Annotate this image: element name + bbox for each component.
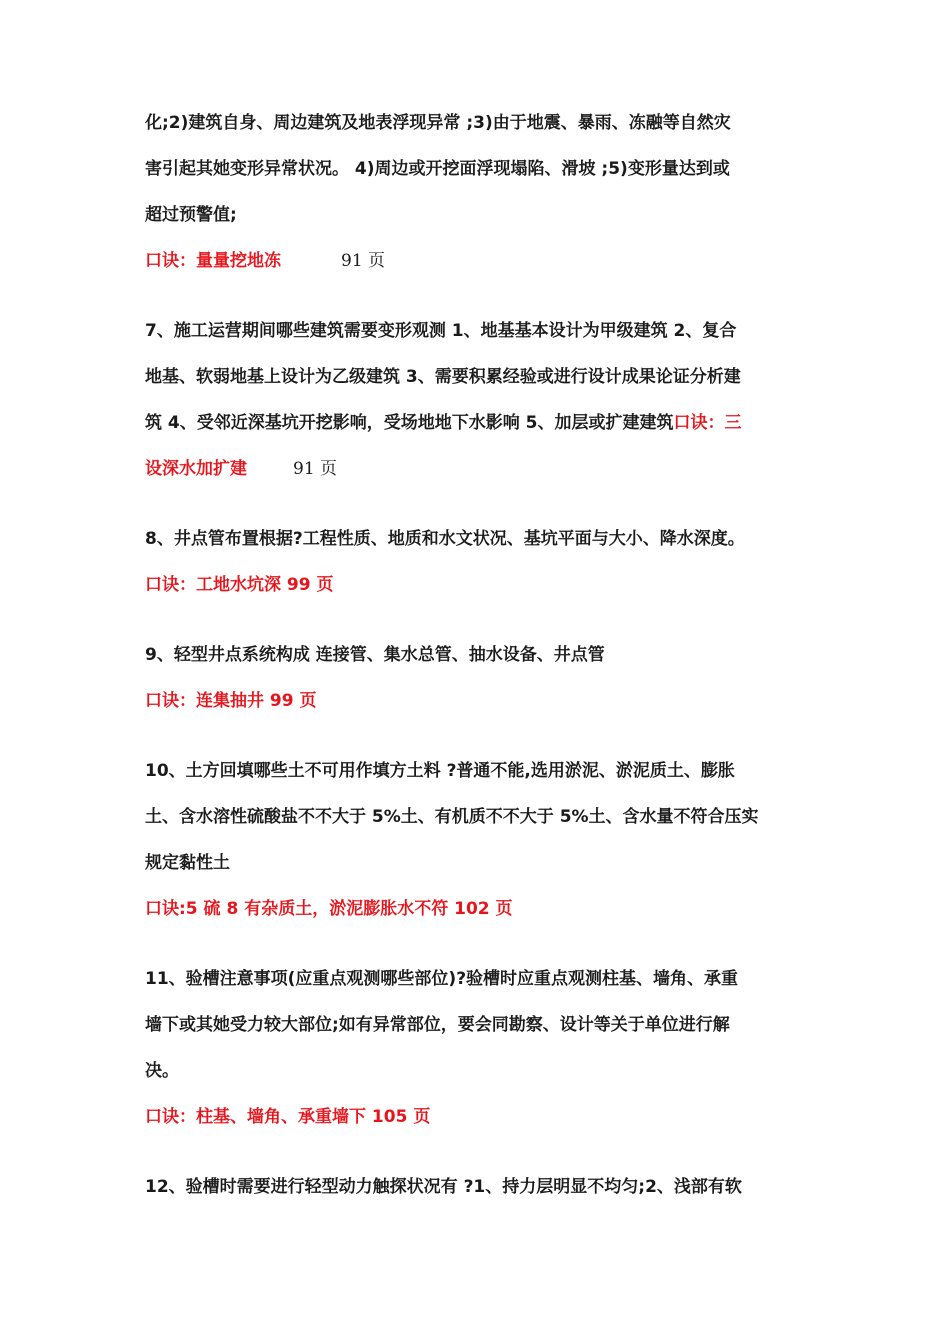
text-span: 筑 4、受邻近深基坑开挖影响，受场地地下水影响 5、加层或扩建建筑 [145, 413, 674, 433]
text-line: 超过预警值; [145, 205, 237, 225]
text-line: 规定黏性土 [145, 853, 230, 873]
question-9: 9、轻型井点系统构成 连接管、集水总管、抽水设备、井点管 [145, 645, 605, 665]
page-ref: 91 页 [293, 459, 338, 479]
text-line: 害引起其她变形异常状况。 4)周边或开挖面浮现塌陷、滑坡 ;5)变形量达到或 [145, 159, 730, 179]
mnemonic-text: 口诀：三 [673, 413, 742, 433]
text-line: 11、验槽注意事项(应重点观测哪些部位)?验槽时应重点观测柱基、墙角、承重 [145, 969, 739, 989]
question-8: 8、井点管布置根据?工程性质、地质和水文状况、基坑平面与大小、降水深度。 [145, 529, 745, 549]
mnemonic-line: 口诀：工地水坑深 99 页 [145, 575, 334, 595]
mnemonic-line [145, 238, 810, 284]
text-line: 土、含水溶性硫酸盐不不大于 5%土、有机质不不大于 5%土、含水量不符合压实 [145, 807, 759, 827]
text-line [145, 400, 810, 446]
mnemonic-line: 口诀：柱基、墙角、承重墙下 105 页 [145, 1107, 431, 1127]
document-body [145, 100, 810, 1210]
mnemonic-text: 设深水加扩建 [145, 459, 247, 479]
text-line: 决。 [145, 1061, 179, 1081]
page-ref: 91 页 [341, 251, 386, 271]
mnemonic-line: 口诀:5 硫 8 有杂质土，淤泥膨胀水不符 102 页 [145, 899, 513, 919]
mnemonic-line: 口诀：连集抽井 99 页 [145, 691, 317, 711]
mnemonic-line [145, 446, 810, 492]
text-line: 12、验槽时需要进行轻型动力触探状况有 ?1、持力层明显不均匀;2、浅部有软 [145, 1177, 742, 1197]
text-line: 7、施工运营期间哪些建筑需要变形观测 1、地基基本设计为甲级建筑 2、复合 [145, 321, 737, 341]
mnemonic-text: 口诀：量量挖地冻 [145, 251, 281, 271]
text-line: 化;2)建筑自身、周边建筑及地表浮现异常 ;3)由于地震、暴雨、冻融等自然灾 [145, 113, 731, 133]
text-line: 10、土方回填哪些土不可用作填方土料 ?普通不能,选用淤泥、淤泥质土、膨胀 [145, 761, 735, 781]
text-line: 地基、软弱地基上设计为乙级建筑 3、需要积累经验或进行设计成果论证分析建 [145, 367, 741, 387]
text-line: 墙下或其她受力较大部位;如有异常部位，要会同勘察、设计等关于单位进行解 [145, 1015, 730, 1035]
